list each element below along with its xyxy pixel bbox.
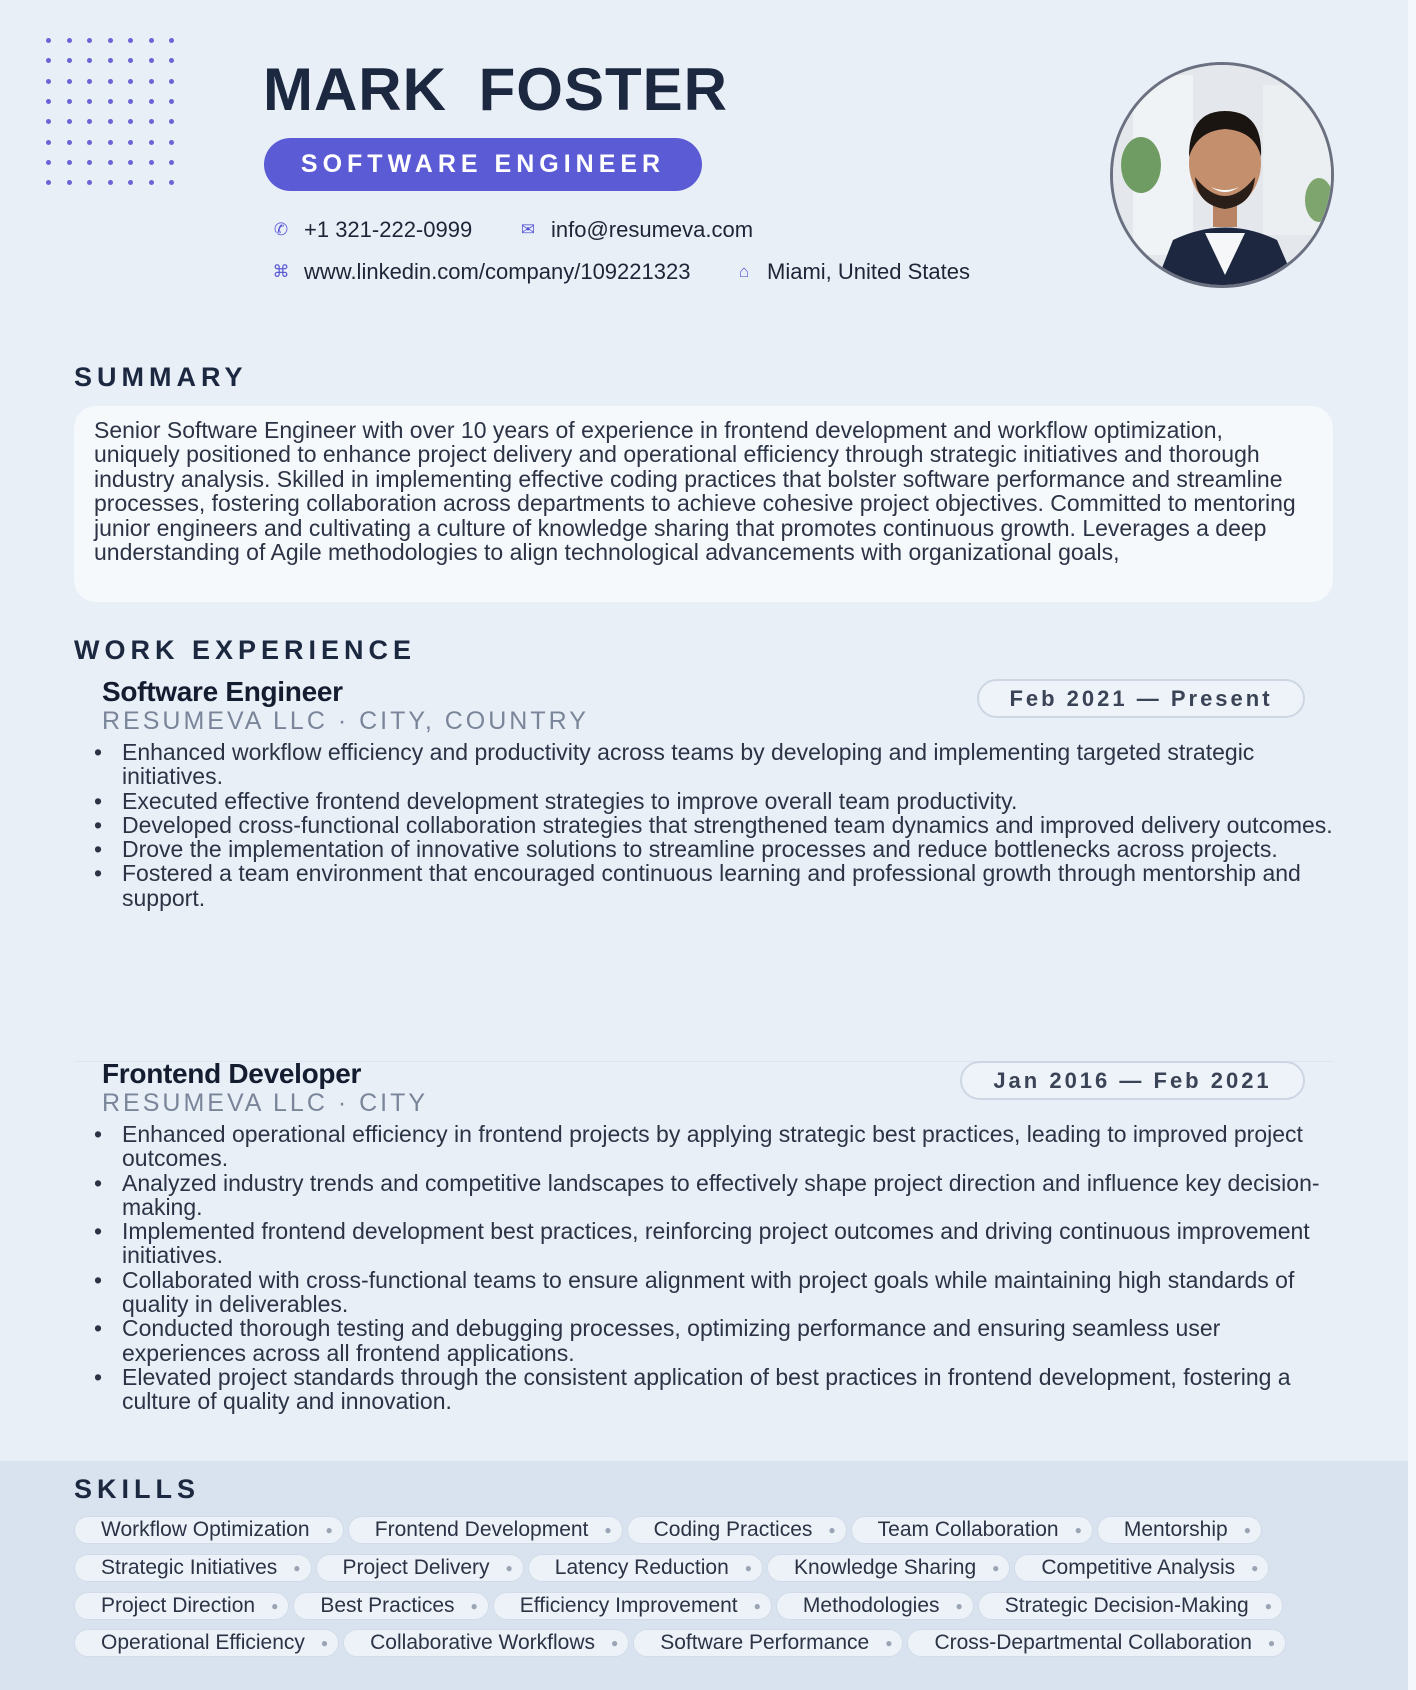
skill-chip — [1097, 1516, 1262, 1544]
page-edge — [1408, 0, 1416, 1690]
skill-chip — [528, 1554, 763, 1582]
job-bullet: • Implemented frontend development best practices, reinforcing project outcomes and driving continuous improvement initiatives. — [94, 1219, 1334, 1268]
grid-dot — [169, 180, 174, 185]
skill-label: Workflow Optimization — [101, 1518, 310, 1541]
skill-chip — [627, 1516, 847, 1544]
home-icon: ⌂ — [738, 262, 750, 281]
job-dates: Jan 2016 — Feb 2021 — [960, 1061, 1305, 1100]
skill-label: Team Collaboration — [877, 1518, 1059, 1541]
bullet-dot-icon: ● — [611, 1636, 619, 1650]
grid-dot — [67, 38, 72, 43]
bullet-dot-icon: ● — [505, 1561, 513, 1575]
grid-dot — [87, 58, 92, 63]
skills-heading: SKILLS — [74, 1474, 201, 1504]
profile-photo — [1110, 62, 1334, 288]
grid-dot — [46, 58, 51, 63]
grid-dot — [87, 79, 92, 84]
grid-dot — [46, 79, 51, 84]
bullet-dot-icon: ● — [293, 1561, 301, 1575]
grid-dot — [67, 119, 72, 124]
skill-label: Strategic Decision-Making — [1004, 1594, 1249, 1617]
job-bullet: • Collaborated with cross-functional teams to ensure alignment with project goals while maintaining high standards of quality in deliverables. — [94, 1268, 1334, 1317]
experience-heading: WORK EXPERIENCE — [74, 635, 417, 665]
grid-dot — [169, 119, 174, 124]
job-company: RESUMEVA LLC · CITY — [102, 1089, 429, 1117]
role-badge: SOFTWARE ENGINEER — [264, 138, 702, 191]
link-icon: ⌘ — [272, 262, 290, 281]
skill-chip — [74, 1592, 289, 1620]
grid-dot — [128, 180, 133, 185]
skill-chip — [348, 1516, 623, 1544]
grid-dot — [149, 119, 154, 124]
skill-chip — [293, 1592, 488, 1620]
skills-row — [74, 1516, 1262, 1544]
grid-dot — [149, 160, 154, 165]
job-bullet: • Developed cross-functional collaboration strategies that strengthened team dynamics and improved delivery outcomes. — [94, 813, 1334, 837]
skill-chip — [493, 1592, 772, 1620]
job-bullet: • Analyzed industry trends and competitive landscapes to effectively shape project direction and influence key decision-making. — [94, 1171, 1334, 1220]
grid-dot — [149, 58, 154, 63]
phone-text: +1 321-222-0999 — [304, 217, 473, 242]
job-bullets — [94, 740, 1334, 910]
skill-label: Project Delivery — [342, 1556, 490, 1579]
candidate-name: MARK FOSTER — [263, 56, 728, 123]
grid-dot — [108, 79, 113, 84]
envelope-icon: ✉ — [520, 220, 536, 239]
grid-dot — [87, 38, 92, 43]
email-text: info@resumeva.com — [551, 217, 754, 242]
grid-dot — [87, 160, 92, 165]
bullet-dot-icon: ● — [1243, 1523, 1251, 1537]
grid-dot — [67, 160, 72, 165]
grid-dot — [108, 140, 113, 145]
grid-dot — [67, 140, 72, 145]
grid-dot — [46, 140, 51, 145]
phone-icon: ✆ — [273, 220, 289, 239]
grid-dot — [46, 160, 51, 165]
linkedin-text: www.linkedin.com/company/109221323 — [304, 259, 691, 284]
grid-dot — [128, 160, 133, 165]
summary-text: Senior Software Engineer with over 10 years of experience in frontend development and workflow optimization, uniquely positioned to enhance project delivery and operational efficiency through strategic initiatives and thorough industry analysis. Skilled in implementing effective coding practices that bolster software performance and streamline processes, fostering collaboration across departments to achieve cohesive project objectives. Committed to mentoring junior engineers and cultivating a culture of knowledge sharing that promotes continuous growth. Leverages a deep understanding of Agile methodologies to align technological advancements with organizational goals, — [74, 406, 1333, 602]
location-text: Miami, United States — [767, 259, 970, 284]
grid-dot — [67, 58, 72, 63]
grid-dot — [87, 99, 92, 104]
contact-phone — [266, 217, 472, 243]
grid-dot — [169, 140, 174, 145]
job-bullet: • Executed effective frontend development strategies to improve overall team productivity. — [94, 789, 1334, 813]
bullet-dot-icon: ● — [470, 1599, 478, 1613]
grid-dot — [169, 58, 174, 63]
summary-heading: SUMMARY — [74, 362, 248, 392]
job-title: Software Engineer — [102, 676, 343, 707]
skill-chip — [978, 1592, 1283, 1620]
skill-chip — [343, 1629, 629, 1657]
grid-dot — [87, 180, 92, 185]
grid-dot — [128, 99, 133, 104]
bullet-dot-icon: ● — [1264, 1599, 1272, 1613]
bullet-dot-icon: ● — [744, 1561, 752, 1575]
bullet-dot-icon: ● — [271, 1599, 279, 1613]
contact-email — [513, 217, 753, 243]
bullet-dot-icon: ● — [325, 1523, 333, 1537]
job-bullet: • Conducted thorough testing and debugging processes, optimizing performance and ensuring seamless user experiences across all frontend applications. — [94, 1316, 1334, 1365]
grid-dot — [149, 79, 154, 84]
job-bullet: • Fostered a team environment that encouraged continuous learning and professional growth through mentorship and support. — [94, 861, 1334, 910]
skill-label: Strategic Initiatives — [101, 1556, 278, 1579]
skill-label: Operational Efficiency — [101, 1631, 305, 1654]
job-bullet: • Elevated project standards through the consistent application of best practices in frontend development, fostering a culture of quality and innovation. — [94, 1365, 1334, 1414]
skill-chip — [316, 1554, 524, 1582]
grid-dot — [149, 140, 154, 145]
grid-dot — [46, 119, 51, 124]
skill-chip — [851, 1516, 1093, 1544]
skill-chip — [1014, 1554, 1269, 1582]
skill-chip — [74, 1554, 312, 1582]
grid-dot — [108, 58, 113, 63]
grid-dot — [149, 99, 154, 104]
skills-row — [74, 1592, 1283, 1620]
grid-dot — [108, 99, 113, 104]
skill-chip — [74, 1516, 344, 1544]
skill-label: Cross-Departmental Collaboration — [934, 1631, 1252, 1654]
grid-dot — [46, 99, 51, 104]
bullet-dot-icon: ● — [955, 1599, 963, 1613]
profile-photo-illustration — [1113, 65, 1334, 288]
job-bullet: • Enhanced workflow efficiency and productivity across teams by developing and implementing targeted strategic initiatives. — [94, 740, 1334, 789]
skill-label: Knowledge Sharing — [794, 1556, 977, 1579]
skill-label: Best Practices — [320, 1594, 455, 1617]
grid-dot — [128, 58, 133, 63]
grid-dot — [108, 160, 113, 165]
bullet-dot-icon: ● — [604, 1523, 612, 1537]
grid-dot — [169, 160, 174, 165]
bullet-dot-icon: ● — [1074, 1523, 1082, 1537]
dot-grid-decoration — [46, 38, 196, 198]
job-bullet: • Enhanced operational efficiency in frontend projects by applying strategic best practices, leading to improved project outcomes. — [94, 1122, 1334, 1171]
bullet-dot-icon: ● — [992, 1561, 1000, 1575]
skill-label: Competitive Analysis — [1041, 1556, 1236, 1579]
grid-dot — [67, 79, 72, 84]
skill-chip — [74, 1629, 339, 1657]
skills-row — [74, 1629, 1286, 1657]
skill-chip — [907, 1629, 1286, 1657]
job-company: RESUMEVA LLC · CITY, COUNTRY — [102, 707, 589, 735]
job-bullets — [94, 1122, 1334, 1414]
grid-dot — [67, 99, 72, 104]
grid-dot — [108, 119, 113, 124]
skill-chip — [767, 1554, 1010, 1582]
bullet-dot-icon: ● — [753, 1599, 761, 1613]
grid-dot — [108, 38, 113, 43]
grid-dot — [87, 119, 92, 124]
skill-label: Frontend Development — [374, 1518, 589, 1541]
job-dates: Feb 2021 — Present — [977, 679, 1305, 718]
grid-dot — [169, 38, 174, 43]
bullet-dot-icon: ● — [1251, 1561, 1259, 1575]
skill-label: Mentorship — [1123, 1518, 1228, 1541]
skill-label: Coding Practices — [653, 1518, 813, 1541]
skill-label: Collaborative Workflows — [370, 1631, 595, 1654]
grid-dot — [128, 79, 133, 84]
skill-chip — [776, 1592, 974, 1620]
grid-dot — [87, 140, 92, 145]
skill-label: Efficiency Improvement — [519, 1594, 738, 1617]
grid-dot — [128, 140, 133, 145]
grid-dot — [169, 99, 174, 104]
grid-dot — [128, 38, 133, 43]
skills-row — [74, 1554, 1269, 1582]
skill-label: Methodologies — [802, 1594, 940, 1617]
job-title: Frontend Developer — [102, 1058, 362, 1089]
contact-linkedin — [266, 259, 690, 285]
grid-dot — [169, 79, 174, 84]
skill-label: Latency Reduction — [554, 1556, 729, 1579]
skill-label: Project Direction — [101, 1594, 256, 1617]
contact-location — [729, 259, 970, 285]
grid-dot — [108, 180, 113, 185]
grid-dot — [128, 119, 133, 124]
bullet-dot-icon: ● — [828, 1523, 836, 1537]
grid-dot — [46, 38, 51, 43]
grid-dot — [46, 180, 51, 185]
job-bullet: • Drove the implementation of innovative solutions to streamline processes and reduce bottlenecks across projects. — [94, 837, 1334, 861]
bullet-dot-icon: ● — [885, 1636, 893, 1650]
skill-label: Software Performance — [660, 1631, 870, 1654]
grid-dot — [67, 180, 72, 185]
grid-dot — [149, 180, 154, 185]
skill-chip — [633, 1629, 903, 1657]
grid-dot — [149, 38, 154, 43]
bullet-dot-icon: ● — [1267, 1636, 1276, 1650]
bullet-dot-icon: ● — [320, 1636, 329, 1650]
